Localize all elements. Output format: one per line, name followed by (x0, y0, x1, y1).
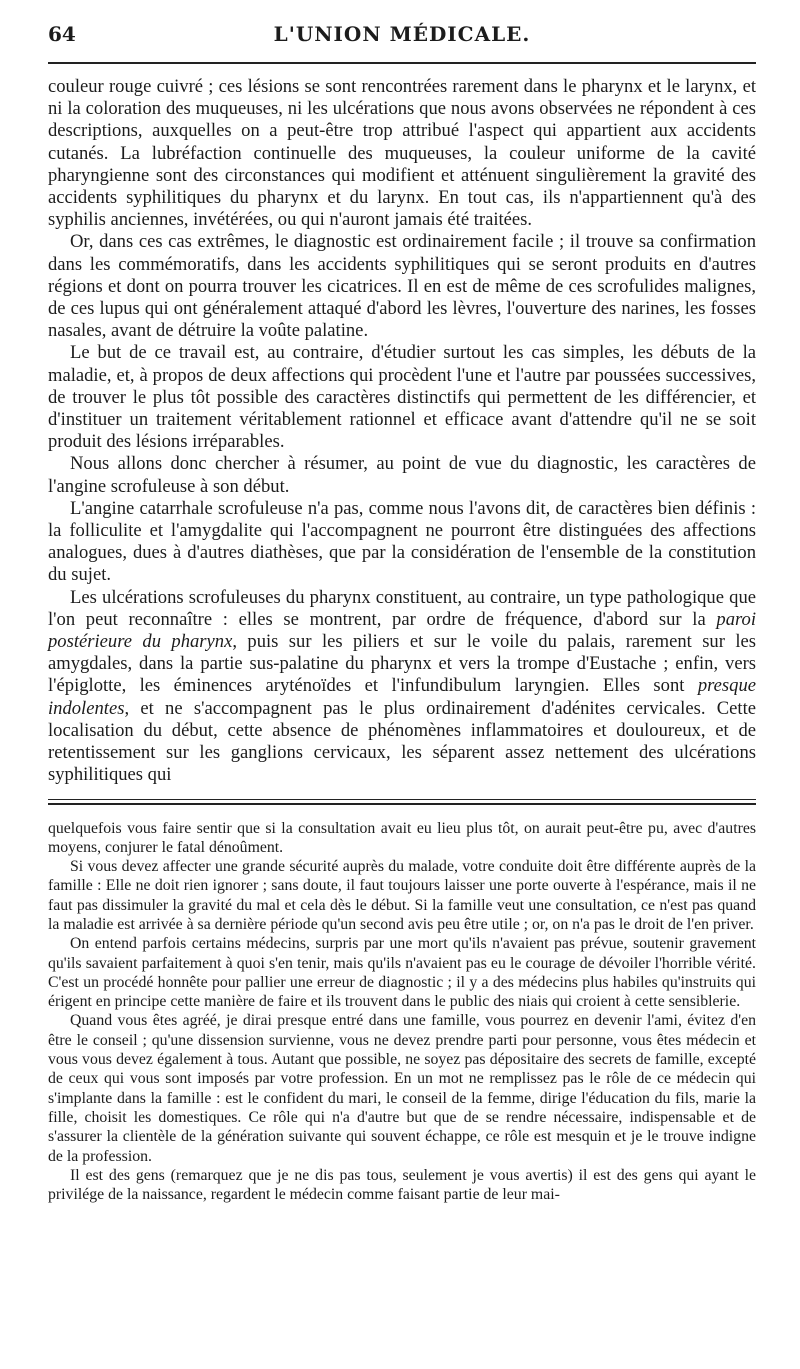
main-text (48, 76, 756, 787)
footnote-paragraph: Quand vous êtes agréé, je dirai presque entré dans une famille, vous pourrez en devenir l'ami, évitez d'en être le conseil ; qu'une dissension survienne, vous ne devez prendre parti pour personne, vous êtes médecin et vous vous devez également à tous. Autant que possible, ne soyez pas dépositaire des secrets de famille, excepté de ceux qui vous sont imposés par votre profession. En un mot ne remplissez pas le rôle de ce médecin qui s'implante dans la famille : est le confident du mari, le conseil de la femme, dirige l'éducation du fils, marie la fille, choisit les domestiques. Ce rôle qui n'a d'autre but que de se rendre nécessaire, indispensable et de s'assurer la clientèle de la génération suivante qui souvent échappe, ce rôle est mesquin et je le trouve indigne de la profession. (48, 1012, 756, 1165)
footnote-paragraph: On entend parfois certains médecins, surpris par une mort qu'ils n'avaient pas prévue, soutenir gravement qu'ils savaient parfaitement à quoi s'en tenir, mais qu'ils n'avaient pas eu le courage de dévoiler l'horrible vérité. C'est un procédé honnête pour pallier une erreur de diagnostic ; il y a des médecins plus habiles qu'instruits qui érigent en principe cette manière de faire et ils trouvent dans le public des niais qui croient à cette sensiblerie. (48, 935, 756, 1011)
footnotes (48, 819, 756, 1205)
italic-run: presque indolentes (48, 675, 756, 719)
page-number: 64 (48, 22, 76, 46)
page-header (48, 22, 756, 58)
footnote-separator (48, 799, 756, 805)
paragraph: Nous allons donc chercher à résumer, au point de vue du diagnostic, les caractères de l'angine scrofuleuse à son début. (48, 453, 756, 497)
italic-run: paroi postérieure du pharynx (48, 608, 756, 653)
text-run: , puis sur les piliers et sur le voile du palais, rarement sur les amygdales, dans la partie sus-palatine du pharynx et vers la trompe d'Eustache ; enfin, vers l'épiglotte, les éminences aryténoïdes et l'infundibulum laryngien. Elles sont (48, 631, 756, 697)
paragraph: L'angine catarrhale scrofuleuse n'a pas, comme nous l'avons dit, de caractères bien définis : la folliculite et l'amygdalite qui l'accompagnent ne pourront être distinguées des affections analogues, dues à d'autres diathèses, que par la considération de l'ensemble de la constitution du sujet. (48, 497, 756, 586)
text-run: , et ne s'accompagnent pas le plus ordinairement d'adénites cervicales. Cette localisation du début, cette absence de phénomènes inflammatoires et douloureux, et de retentissement sur les ganglions cervicaux, les séparent assez nettement des ulcérations syphilitiques qui (48, 697, 756, 786)
footnote-paragraph: quelquefois vous faire sentir que si la consultation avait eu lieu plus tôt, on aurait peut-être pu, avec d'autres moyens, conjurer le fatal dénoûment. (48, 819, 756, 856)
footnote-paragraph: Si vous devez affecter une grande sécurité auprès du malade, votre conduite doit être différente auprès de la famille : Elle ne doit rien ignorer ; sans doute, il faut toujours laisser une porte ouverte à l'espérance, mais il ne faut pas dissimuler la gravité du mal et cela dès le début. Si la famille veut une consultation, ce n'est pas quand la maladie est arrivée à sa dernière période qu'un second avis peu être utile ; or, on n'a pas le droit de l'en priver. (48, 858, 756, 933)
running-title: L'UNION MÉDICALE. (273, 22, 531, 46)
paragraph: Or, dans ces cas extrêmes, le diagnostic est ordinairement facile ; il trouve sa confirmation dans les commémoratifs, dans les accidents syphilitiques qui se seront produits en d'autres régions et dont on pourra trouver les cicatrices. Il en est de même de ces scrofulides malignes, de ces lupus qui ont généralement attaqué d'abord les lèvres, l'ouverture des narines, les fosses nasales, avant de détruire la voûte palatine. (48, 231, 756, 342)
header-rule (48, 62, 756, 64)
footnote-paragraph: Il est des gens (remarquez que je ne dis pas tous, seulement je vous avertis) il est des gens qui ayant le privilége de la naissance, regardent le médecin comme faisant partie de leur mai- (48, 1166, 756, 1204)
text-run: Les ulcérations scrofuleuses du pharynx constituent, au contraire, un type pathologique que l'on peut reconnaître : elles se montrent, par ordre de fréquence, d'abord sur la (48, 586, 756, 630)
paragraph (48, 587, 756, 787)
paragraph: couleur rouge cuivré ; ces lésions se sont rencontrées rarement dans le pharynx et le larynx, et ni la coloration des muqueuses, ni les ulcérations que nous avons observées ne répondent à ces descriptions, auxquelles on a peut-être trop attribué l'aspect qui appartient aux accidents cutanés. La lubréfaction continuelle des muqueuses, la couleur uniforme de la cavité pharyngienne sont des circonstances qui modifient et atténuent singulièrement la gravité des accidents syphilitiques du pharynx et du larynx. En tout cas, ils n'appartiennent qu'à des syphilis anciennes, invétérées, ou qui n'auront jamais été traitées. (48, 76, 756, 231)
paragraph: Le but de ce travail est, au contraire, d'étudier surtout les cas simples, les débuts de la maladie, et, à propos de deux affections qui procèdent l'une et l'autre par poussées successives, de trouver le plus tôt possible des caractères distinctifs qui permettent de les différencier, et d'instituer un traitement véritablement rationnel et efficace avant d'attendre qu'il ne se soit produit des lésions irréparables. (48, 342, 756, 453)
